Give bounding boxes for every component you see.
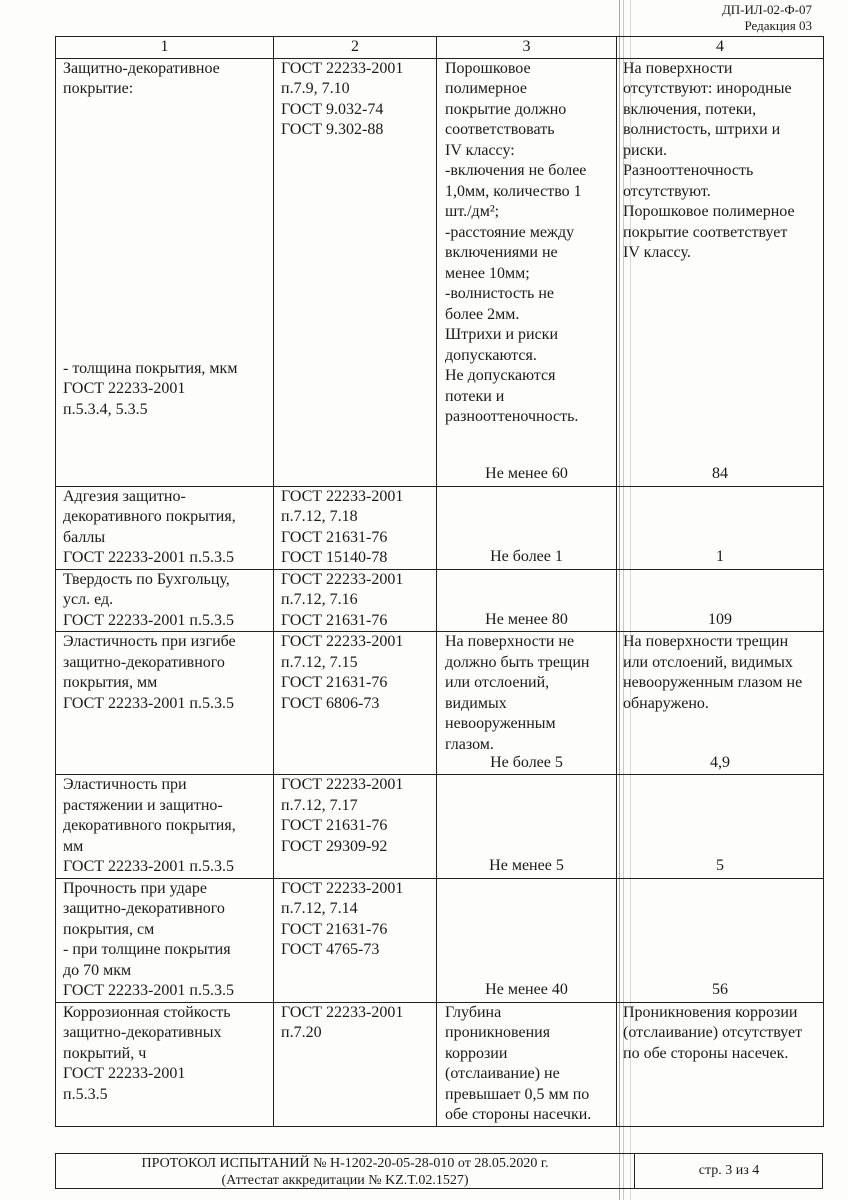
cell-line: -расстояние между — [445, 223, 575, 241]
cell-line: более 2мм. — [445, 305, 520, 323]
result-value: 5 — [716, 857, 724, 874]
cell-line: или отслоений, видимых — [623, 653, 793, 671]
cell-line: волнистость, штрихи и — [623, 121, 781, 138]
cell-line: Штрихи и риски — [445, 326, 559, 343]
cell-line: ГОСТ 22233-2001 — [281, 487, 404, 505]
cell-line: защитно-декоративного — [63, 653, 225, 671]
cell-line: по обе стороны насечек. — [623, 1044, 789, 1062]
cell-line: включениями не — [445, 244, 558, 261]
cell-line: коррозии — [445, 1044, 508, 1062]
method-cell — [274, 878, 437, 1002]
cell-line: ГОСТ 22233-2001 п.5.3.5 — [63, 611, 234, 629]
cell-line: покрытия, см — [63, 920, 155, 938]
cell-line: Эластичность при — [63, 776, 187, 793]
requirement-value: Не менее 5 — [489, 857, 564, 874]
requirement-value: Не менее 60 — [485, 465, 568, 482]
cell-line: -волнистость не — [445, 285, 555, 302]
cell-line: покрытия, мм — [63, 674, 158, 691]
cell-line: п.7.12, 7.18 — [281, 508, 358, 525]
cell-line: допускаются. — [445, 346, 537, 364]
column-header: 3 — [437, 37, 617, 59]
cell-line: ГОСТ 21631-76 — [281, 674, 388, 691]
attestat: (Аттестат аккредитации № KZ.T.02.1527) — [221, 1173, 469, 1188]
cell-line: п.7.12, 7.14 — [281, 900, 358, 917]
document-header — [722, 2, 812, 34]
cell-line: обе стороны насечки. — [445, 1106, 592, 1123]
cell-line: Твердость по Бухгольцу, — [63, 570, 230, 588]
cell-line: разнооттеночность. — [445, 408, 579, 425]
cell-line: полимерное — [445, 80, 527, 97]
cell-line: ГОСТ 21631-76 — [281, 920, 388, 938]
cell-line: декоративного покрытия, — [63, 817, 236, 834]
edition: Редакция 03 — [744, 18, 812, 33]
cell-line: IV классу: — [445, 141, 515, 159]
requirement-value: Не более 1 — [490, 548, 563, 565]
result-cell — [617, 58, 824, 486]
method-cell — [274, 775, 437, 879]
cell-line: п.7.12, 7.15 — [281, 653, 358, 671]
result-value: 1 — [716, 548, 724, 565]
cell-line: (отслаивание) отсутствует — [623, 1024, 803, 1041]
cell-line: Глубина — [445, 1003, 502, 1021]
cell-line: защитно-декоративного — [63, 900, 225, 917]
cell-line: защитно-декоративных — [63, 1024, 222, 1041]
cell-line: отсутствуют: инородные — [623, 80, 792, 97]
table-row — [56, 775, 824, 879]
table-row — [56, 1002, 824, 1126]
footer — [55, 1153, 823, 1189]
cell-line: -включения не более — [445, 162, 587, 179]
result-cell — [617, 1002, 824, 1126]
cell-line: невооруженным глазом не — [623, 674, 803, 691]
method-cell — [274, 569, 437, 632]
cell-line: ГОСТ 22233-2001 — [281, 570, 404, 588]
cell-line: ГОСТ 15140-78 — [281, 549, 388, 566]
header-row — [56, 37, 824, 59]
cell-line: Коррозионная стойкость — [63, 1003, 231, 1021]
characteristic-cell — [56, 1002, 274, 1126]
cell-line: Защитно-декоративное — [63, 59, 220, 77]
cell-line: IV классу. — [623, 244, 691, 261]
requirement-cell — [437, 569, 617, 632]
cell-line: покрытие соответствует — [623, 223, 788, 241]
cell-line: ГОСТ 21631-76 — [281, 528, 388, 546]
cell-line: менее 10мм; — [445, 264, 530, 282]
cell-line: должно быть трещин — [445, 653, 590, 671]
cell-line: ГОСТ 4765-73 — [281, 941, 380, 958]
cell-line: невооруженным — [445, 715, 556, 732]
result-value: 4,9 — [710, 753, 730, 771]
cell-line: ГОСТ 9.032-74 — [281, 100, 384, 118]
cell-line: или отслоений, — [445, 674, 550, 691]
cell-line: потеки и — [445, 387, 505, 405]
footer-protocol-cell — [56, 1154, 635, 1189]
cell-line: На поверхности — [623, 59, 733, 77]
characteristic-cell — [56, 775, 274, 879]
characteristic-cell — [56, 569, 274, 632]
cell-line: Порошковое полимерное — [623, 203, 795, 220]
result-cell — [617, 775, 824, 879]
cell-line: - толщина покрытия, мкм — [63, 359, 238, 377]
method-cell — [274, 1002, 437, 1126]
result-cell — [617, 569, 824, 632]
cell-line: п.7.9, 7.10 — [281, 80, 350, 97]
cell-line: риски. — [623, 141, 667, 159]
cell-line: ГОСТ 22233-2001 п.5.3.5 — [63, 549, 234, 566]
requirement-cell — [437, 775, 617, 879]
cell-line: включения, потеки, — [623, 100, 757, 118]
method-cell — [274, 486, 437, 569]
table-row — [56, 569, 824, 632]
cell-line: Проникновения коррозии — [623, 1003, 798, 1021]
cell-line: ГОСТ 22233-2001 — [281, 1003, 404, 1021]
cell-line: п.5.3.4, 5.3.5 — [63, 400, 148, 418]
cell-line: ГОСТ 22233-2001 — [281, 879, 404, 897]
requirement-cell — [437, 486, 617, 569]
cell-line: видимых — [445, 694, 507, 712]
cell-line: декоративного покрытия, — [63, 508, 236, 525]
cell-line: отсутствуют. — [623, 182, 711, 200]
cell-line: ГОСТ 6806-73 — [281, 694, 380, 712]
cell-line: растяжении и защитно- — [63, 796, 223, 814]
cell-line: Прочность при ударе — [63, 879, 207, 897]
cell-line: Порошковое — [445, 59, 531, 77]
cell-line: ГОСТ 21631-76 — [281, 611, 388, 629]
cell-line: покрытие: — [63, 80, 134, 97]
requirement-cell — [437, 878, 617, 1002]
method-cell — [274, 632, 437, 775]
requirement-cell — [437, 1002, 617, 1126]
characteristic-cell — [56, 58, 274, 486]
cell-line: п.7.12, 7.16 — [281, 591, 358, 608]
column-header: 2 — [274, 37, 437, 59]
cell-line: ГОСТ 29309-92 — [281, 837, 388, 855]
cell-line: шт./дм²; — [445, 203, 500, 220]
doc-code: ДП-ИЛ-02-Ф-07 — [721, 2, 812, 17]
table-row — [56, 878, 824, 1002]
cell-line: обнаружено. — [623, 694, 709, 712]
cell-line: ГОСТ 21631-76 — [281, 817, 388, 834]
table-row — [56, 58, 824, 486]
requirement-value: Не более 5 — [490, 753, 563, 771]
method-cell — [274, 58, 437, 486]
result-value: 56 — [712, 981, 728, 998]
cell-line: баллы — [63, 528, 106, 546]
result-cell — [617, 632, 824, 775]
requirement-value: Не менее 80 — [485, 610, 568, 628]
cell-line: Адгезия защитно- — [63, 487, 186, 505]
cell-line: На поверхности трещин — [623, 633, 789, 650]
characteristic-cell — [56, 632, 274, 775]
results-table — [55, 36, 824, 1127]
cell-line: ГОСТ 9.302-88 — [281, 121, 384, 138]
cell-line: усл. ед. — [63, 591, 114, 608]
cell-line: ГОСТ 22233-2001 — [281, 59, 404, 77]
requirement-cell — [437, 632, 617, 775]
cell-line: превышает 0,5 мм по — [445, 1085, 590, 1103]
table-row — [56, 486, 824, 569]
cell-line: ГОСТ 22233-2001 п.5.3.5 — [63, 858, 234, 875]
cell-line: ГОСТ 22233-2001 п.5.3.5 — [63, 982, 234, 999]
column-header: 1 — [56, 37, 274, 59]
cell-line: - при толщине покрытия — [63, 941, 231, 958]
requirement-value: Не менее 40 — [485, 981, 568, 998]
cell-line: ГОСТ 22233-2001 — [281, 633, 404, 650]
result-cell — [617, 486, 824, 569]
cell-line: проникновения — [445, 1024, 551, 1041]
result-value: 84 — [712, 465, 728, 482]
cell-line: Не допускаются — [445, 367, 556, 384]
cell-line: покрытий, ч — [63, 1044, 147, 1062]
cell-line: ГОСТ 22233-2001 — [63, 1065, 186, 1082]
cell-line: п.7.12, 7.17 — [281, 796, 358, 814]
cell-line: п.7.20 — [281, 1024, 322, 1041]
result-cell — [617, 878, 824, 1002]
cell-line: мм — [63, 837, 84, 855]
cell-line: ГОСТ 22233-2001 — [281, 776, 404, 793]
cell-line: (отслаивание) не — [445, 1065, 560, 1082]
cell-line: до 70 мкм — [63, 961, 132, 979]
page-number: стр. 3 из 4 — [698, 1163, 760, 1178]
cell-line: покрытие должно — [445, 100, 567, 118]
cell-line: соответствовать — [445, 121, 555, 138]
cell-line: ГОСТ 22233-2001 — [63, 380, 186, 397]
protocol-title: ПРОТОКОЛ ИСПЫТАНИЙ № Н-1202-20-05-28-010 от 28.05.2020 г. — [141, 1156, 549, 1171]
cell-line: Эластичность при изгибе — [63, 633, 236, 650]
cell-line: Разнооттеночность — [623, 162, 754, 179]
characteristic-cell — [56, 486, 274, 569]
cell-line: На поверхности не — [445, 633, 575, 650]
cell-line: п.5.3.5 — [63, 1085, 108, 1103]
cell-line: ГОСТ 22233-2001 п.5.3.5 — [63, 694, 234, 712]
cell-line: глазом. — [445, 735, 494, 753]
requirement-cell — [437, 58, 617, 486]
characteristic-cell — [56, 878, 274, 1002]
result-value: 109 — [708, 610, 732, 628]
table-row — [56, 632, 824, 775]
column-header: 4 — [617, 37, 824, 59]
cell-line: 1,0мм, количество 1 — [445, 182, 582, 200]
